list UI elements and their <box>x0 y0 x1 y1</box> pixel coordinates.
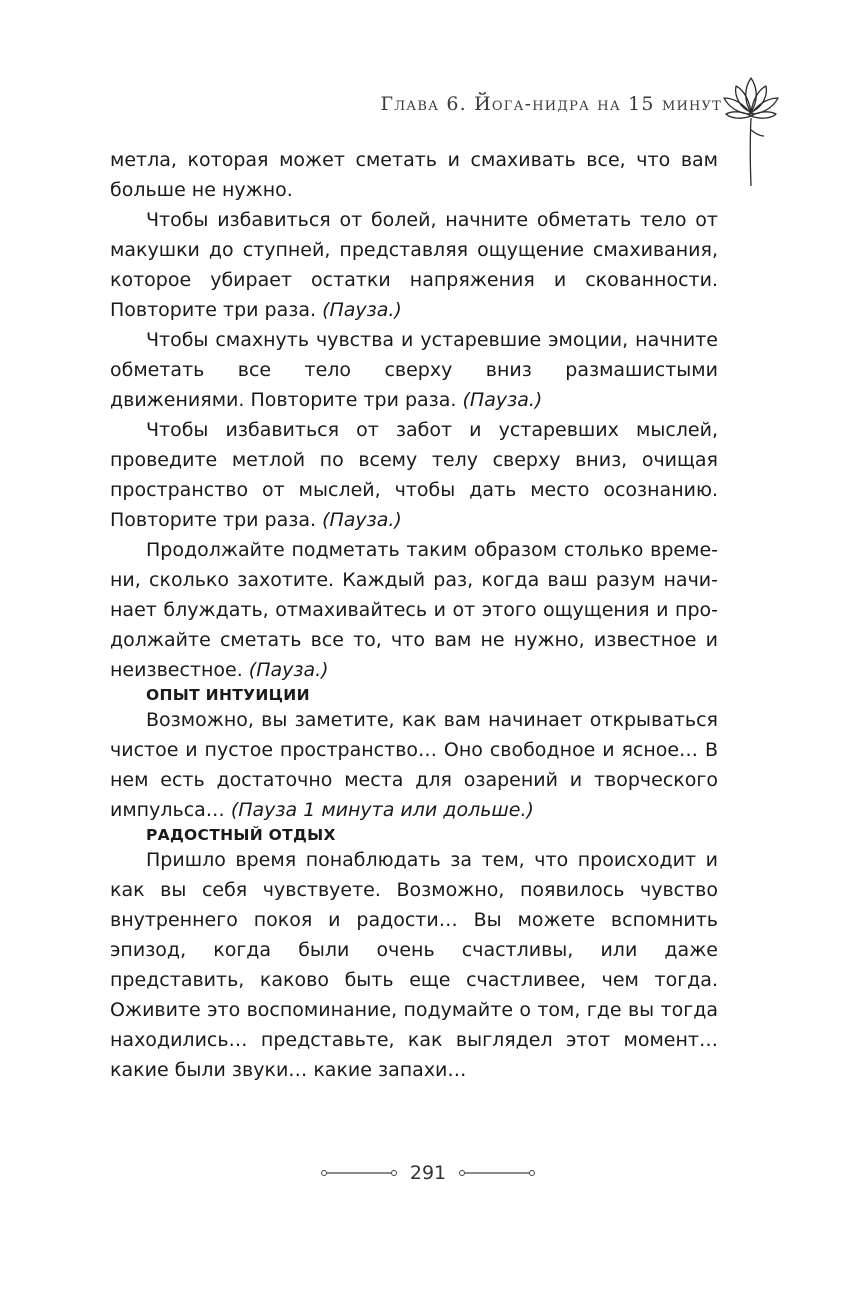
paragraph: Чтобы избавиться от болей, начните обметать тело от макушки до ступней, представляя ощущение смахивания, которое убирает остатки напряжения и скованности. Повторите три раза. (Пауза.) <box>110 209 718 321</box>
paragraph: Пришло время понаблюдать за тем, что происходит и как вы себя чувствуете. Возможно, появилось чувство внутреннего покоя и радости… Вы можете вспомнить эпизод, когда были очень счастливы, или даже представить, каково быть еще счастливее, чем тогда. Оживите это воспоминание, подумайте о том, где вы тогда находились… представьте, как выглядел этот момент… какие были звуки… какие запахи… <box>110 849 718 1081</box>
line-ornament-icon <box>458 1168 536 1178</box>
line-ornament-icon <box>320 1168 398 1178</box>
paragraph: Чтобы избавиться от забот и устаревших мыслей, проведите метлой по всему телу сверху вниз, очищая пространство от мыслей, чтобы дать место осознанию. Повторите три раза. (Пауза.) <box>110 419 718 531</box>
lotus-icon <box>720 70 782 188</box>
pause-note: (Пауза 1 минута или дольше.) <box>230 799 534 821</box>
pause-note: (Пауза.) <box>462 389 543 411</box>
paragraph: Продолжайте подметать таким образом столько времени, сколько захотите. Каждый раз, когда ваш разум начинает блуждать, отмахивайтесь и от этого ощущения и продолжайте сметать все то, что вам не нужно, известное и неизвестное. (Пауза.) <box>110 539 718 681</box>
pause-note: (Пауза.) <box>322 299 402 321</box>
page-body <box>110 145 718 1085</box>
page-footer <box>0 1162 856 1184</box>
paragraph: метла, которая может сметать и смахивать все, что вам больше не нужно. <box>110 149 718 201</box>
paragraph: Возможно, вы заметите, как вам начинает открываться чистое и пустое пространство… Оно свободное и ясное… В нем есть достаточно места для озарений и творческого импульса… (Пауза 1 минута или дольше.) <box>110 709 718 821</box>
page-number: 291 <box>409 1162 447 1184</box>
pause-note: (Пауза.) <box>322 509 402 531</box>
running-header: Глава 6. Йога-нидра на 15 минут <box>380 93 722 115</box>
section-heading-joyful-rest: РАДОСТНЫЙ ОТДЫХ <box>146 826 336 844</box>
pause-note: (Пауза.) <box>248 659 329 681</box>
paragraph: Чтобы смахнуть чувства и устаревшие эмоции, начните обметать все тело сверху вниз размашистыми движениями. Повторите три раза. (Пауза.) <box>110 329 718 411</box>
section-heading-intuition: ОПЫТ ИНТУИЦИИ <box>146 686 310 704</box>
